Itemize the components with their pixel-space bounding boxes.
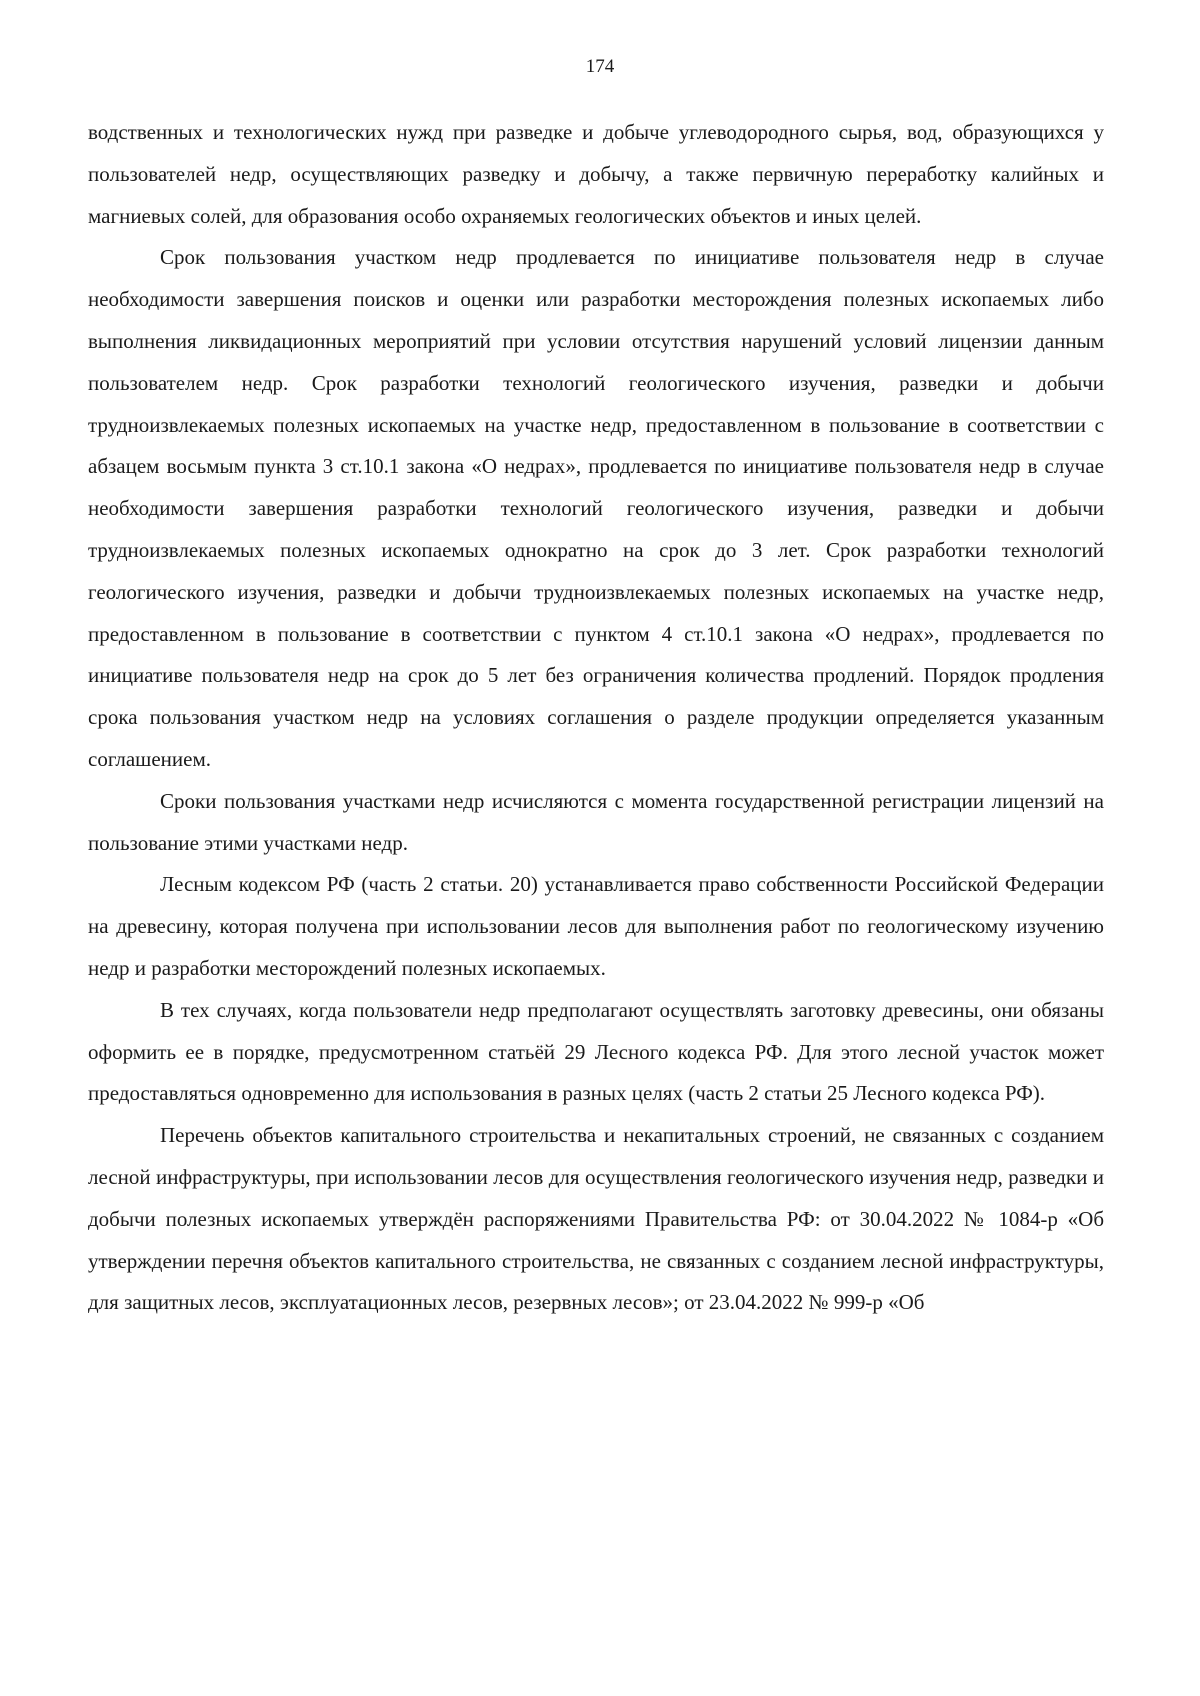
paragraph-license-term-calculation: Сроки пользования участками недр исчисляются с момента государственной регистрации лицензий на пользование этими участками недр. [88,788,1104,855]
page-number: 174 [585,56,615,77]
paragraph-capital-construction-list: Перечень объектов капитального строительства и некапитальных строений, не связанных с созданием лесной инфраструктуры, при использовании лесов для осуществления геологического изучения недр, разведки и добычи полезных ископаемых утверждён распоряжениями Правительства РФ: от 30.04.2022 № 1084-р «Об утверждении перечня объектов капитального строительства, не связанных с созданием лесной инфраструктуры, для защитных лесов, эксплуатационных лесов, резервных лесов»; от 23.04.2022 № 999-р «Об [88,1123,1104,1315]
paragraph-forest-code-ownership: Лесным кодексом РФ (часть 2 статьи. 20) устанавливается право собственности Российской Федерации на древесину, которая получена при использовании лесов для выполнения работ по геологическому изучению недр и разработки месторождений полезных ископаемых. [88,872,1104,980]
paragraph-timber-harvesting: В тех случаях, когда пользователи недр предполагают осуществлять заготовку древесины, они обязаны оформить ее в порядке, предусмотренном статьёй 29 Лесного кодекса РФ. Для этого лесной участок может предоставляться одновременно для использования в разных целях (часть 2 статьи 25 Лесного кодекса РФ). [88,997,1104,1106]
paragraph-license-term-extension: Срок пользования участком недр продлевается по инициативе пользователя недр в случае необходимости завершения поисков и оценки или разработки месторождения полезных ископаемых либо выполнения ликвидационных мероприятий при условии отсутствия нарушений условий лицензии данным пользователем недр. Срок разработки технологий геологического изучения, разведки и добычи трудноизвлекаемых полезных ископаемых на участке недр, предоставленном в пользование в соответствии с абзацем восьмым пункта 3 ст.10.1 закона «О недрах», продлевается по инициативе пользователя недр в случае необходимости завершения разработки технологий геологического изучения, разведки и добычи трудноизвлекаемых полезных ископаемых однократно на срок до 3 лет. Срок разработки технологий геологического изучения, разведки и добычи трудноизвлекаемых полезных ископаемых на участке недр, предоставленном в пользование в соответствии с пунктом 4 ст.10.1 закона «О недрах», продлевается по инициативе пользователя недр на срок до 5 лет без ограничения количества продлений. Порядок продления срока пользования участком недр на условиях соглашения о разделе продукции определяется указанным соглашением. [88,245,1104,771]
document-body [88,112,1104,1324]
paragraph-continuation: водственных и технологических нужд при разведке и добыче углеводородного сырья, вод, образующихся у пользователей недр, осуществляющих разведку и добычу, а также первичную переработку калийных и магниевых солей, для образования особо охраняемых геологических объектов и иных целей. [88,120,1104,228]
